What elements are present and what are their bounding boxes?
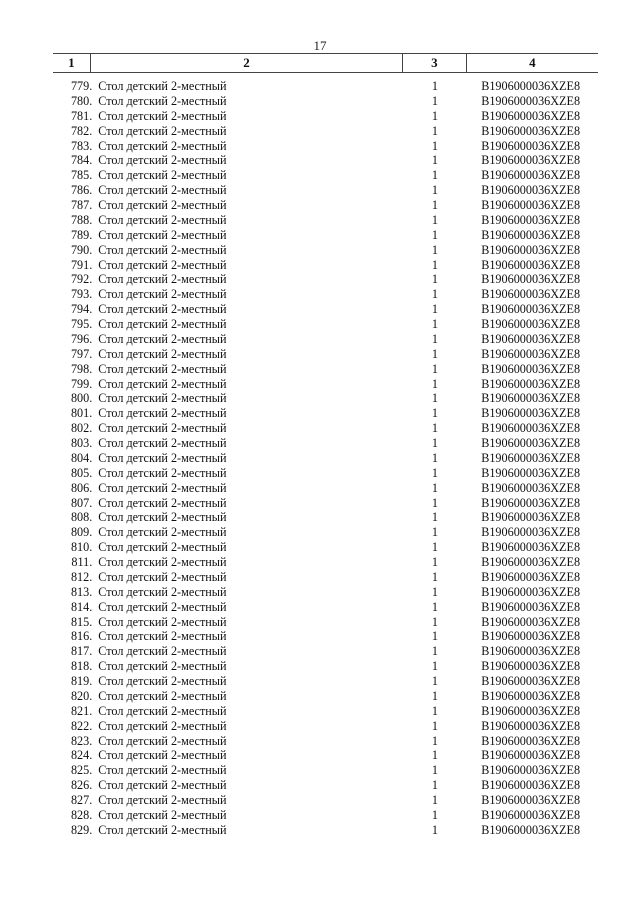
row-number: 794. xyxy=(70,302,93,317)
table-row xyxy=(53,406,598,421)
item-name: Стол детский 2-местный xyxy=(98,212,227,227)
item-name: Стол детский 2-местный xyxy=(98,138,227,153)
item-code: B1906000036XZE8 xyxy=(481,733,581,748)
table-row xyxy=(53,228,598,243)
table-row xyxy=(53,793,598,808)
item-quantity: 1 xyxy=(431,703,439,718)
item-quantity: 1 xyxy=(431,510,439,525)
item-code: B1906000036XZE8 xyxy=(481,465,581,480)
item-code: B1906000036XZE8 xyxy=(481,540,581,555)
row-number: 782. xyxy=(70,123,93,138)
table-row xyxy=(53,808,598,823)
table-row xyxy=(53,644,598,659)
row-number: 814. xyxy=(70,599,93,614)
row-number: 804. xyxy=(70,450,93,465)
item-name: Стол детский 2-местный xyxy=(98,346,227,361)
item-quantity: 1 xyxy=(431,599,439,614)
table-row xyxy=(53,183,598,198)
row-number: 810. xyxy=(70,540,93,555)
item-code: B1906000036XZE8 xyxy=(481,644,581,659)
item-name: Стол детский 2-местный xyxy=(98,272,227,287)
item-quantity: 1 xyxy=(431,807,439,822)
item-code: B1906000036XZE8 xyxy=(481,108,581,123)
row-number: 796. xyxy=(70,331,93,346)
item-quantity: 1 xyxy=(431,79,439,93)
item-quantity: 1 xyxy=(431,644,439,659)
item-code: B1906000036XZE8 xyxy=(481,763,581,778)
item-quantity: 1 xyxy=(431,450,439,465)
item-code: B1906000036XZE8 xyxy=(481,257,581,272)
page-number: 17 xyxy=(313,38,327,53)
item-name: Стол детский 2-местный xyxy=(98,480,227,495)
row-number: 790. xyxy=(70,242,93,257)
item-code: B1906000036XZE8 xyxy=(481,614,581,629)
table-row xyxy=(53,778,598,793)
table-row xyxy=(53,347,598,362)
column-header-1: 1 xyxy=(53,54,91,72)
row-number: 824. xyxy=(70,748,93,763)
item-quantity: 1 xyxy=(431,793,439,807)
table-row xyxy=(53,525,598,540)
item-quantity: 1 xyxy=(431,346,439,361)
item-name: Стол детский 2-местный xyxy=(98,569,227,584)
item-quantity: 1 xyxy=(431,361,439,376)
item-quantity: 1 xyxy=(431,421,439,436)
row-number: 783. xyxy=(70,138,93,153)
item-quantity: 1 xyxy=(431,584,439,599)
item-name: Стол детский 2-местный xyxy=(98,406,227,421)
item-code: B1906000036XZE8 xyxy=(481,376,581,391)
item-quantity: 1 xyxy=(431,555,439,569)
table-row xyxy=(53,466,598,481)
item-name: Стол детский 2-местный xyxy=(98,584,227,599)
table-row xyxy=(53,79,598,94)
table-row xyxy=(53,704,598,719)
row-number: 818. xyxy=(70,659,93,674)
row-number: 784. xyxy=(70,153,93,168)
item-quantity: 1 xyxy=(431,569,439,584)
table-row xyxy=(53,510,598,525)
item-code: B1906000036XZE8 xyxy=(481,227,581,242)
table-row xyxy=(53,436,598,451)
item-name: Стол детский 2-местный xyxy=(98,822,227,837)
table-row xyxy=(53,213,598,228)
table-row xyxy=(53,540,598,555)
item-quantity: 1 xyxy=(431,198,439,212)
item-code: B1906000036XZE8 xyxy=(481,79,581,93)
table-row xyxy=(53,168,598,183)
row-number: 807. xyxy=(70,495,93,510)
item-code: B1906000036XZE8 xyxy=(481,153,581,168)
row-number: 826. xyxy=(70,778,93,793)
item-code: B1906000036XZE8 xyxy=(481,674,581,688)
row-number: 779. xyxy=(70,79,93,93)
row-number: 825. xyxy=(70,763,93,778)
item-code: B1906000036XZE8 xyxy=(481,599,581,614)
table-body xyxy=(53,73,598,838)
item-code: B1906000036XZE8 xyxy=(481,778,581,793)
item-code: B1906000036XZE8 xyxy=(481,748,581,763)
table-row xyxy=(53,823,598,838)
row-number: 811. xyxy=(71,555,93,569)
row-number: 820. xyxy=(70,688,93,703)
item-quantity: 1 xyxy=(431,614,439,629)
item-code: B1906000036XZE8 xyxy=(481,406,581,421)
item-code: B1906000036XZE8 xyxy=(481,331,581,346)
item-code: B1906000036XZE8 xyxy=(481,555,581,569)
item-name: Стол детский 2-местный xyxy=(98,465,227,480)
item-name: Стол детский 2-местный xyxy=(98,540,227,555)
item-code: B1906000036XZE8 xyxy=(481,346,581,361)
row-number: 828. xyxy=(70,807,93,822)
row-number: 801. xyxy=(70,406,93,421)
item-code: B1906000036XZE8 xyxy=(481,212,581,227)
table-row xyxy=(53,317,598,332)
item-quantity: 1 xyxy=(431,778,439,793)
row-number: 786. xyxy=(70,183,93,198)
table-row xyxy=(53,109,598,124)
item-name: Стол детский 2-местный xyxy=(98,183,227,198)
row-number: 799. xyxy=(70,376,93,391)
item-quantity: 1 xyxy=(431,123,439,138)
row-number: 789. xyxy=(70,227,93,242)
item-quantity: 1 xyxy=(431,822,439,837)
item-code: B1906000036XZE8 xyxy=(481,436,581,450)
item-quantity: 1 xyxy=(431,108,439,123)
table-row xyxy=(53,451,598,466)
column-header-4: 4 xyxy=(529,55,536,70)
row-number: 795. xyxy=(70,317,93,331)
table-row xyxy=(53,272,598,287)
item-quantity: 1 xyxy=(431,748,439,763)
item-quantity: 1 xyxy=(431,138,439,153)
row-number: 785. xyxy=(70,168,93,183)
table-row xyxy=(53,674,598,689)
item-quantity: 1 xyxy=(431,525,439,540)
table-row xyxy=(53,124,598,139)
item-name: Стол детский 2-местный xyxy=(98,763,227,778)
item-quantity: 1 xyxy=(431,733,439,748)
item-code: B1906000036XZE8 xyxy=(481,421,581,436)
item-code: B1906000036XZE8 xyxy=(481,688,581,703)
item-quantity: 1 xyxy=(431,168,439,183)
item-code: B1906000036XZE8 xyxy=(481,123,581,138)
item-name: Стол детский 2-местный xyxy=(98,688,227,703)
item-name: Стол детский 2-местный xyxy=(98,317,227,331)
table-row xyxy=(53,689,598,704)
item-name: Стол детский 2-местный xyxy=(98,674,227,688)
row-number: 803. xyxy=(70,436,93,450)
item-code: B1906000036XZE8 xyxy=(481,242,581,257)
table-row xyxy=(53,153,598,168)
table-row xyxy=(53,585,598,600)
item-code: B1906000036XZE8 xyxy=(481,302,581,317)
item-code: B1906000036XZE8 xyxy=(481,317,581,331)
table-row xyxy=(53,555,598,570)
row-number: 780. xyxy=(70,93,93,108)
table-row xyxy=(53,332,598,347)
item-code: B1906000036XZE8 xyxy=(481,822,581,837)
row-number: 821. xyxy=(70,703,93,718)
table-row xyxy=(53,481,598,496)
table-row xyxy=(53,391,598,406)
row-number: 815. xyxy=(70,614,93,629)
inventory-table xyxy=(53,53,598,838)
item-name: Стол детский 2-местный xyxy=(98,555,227,569)
item-name: Стол детский 2-местный xyxy=(98,748,227,763)
row-number: 797. xyxy=(70,346,93,361)
item-name: Стол детский 2-местный xyxy=(98,793,227,807)
item-name: Стол детский 2-местный xyxy=(98,93,227,108)
item-quantity: 1 xyxy=(431,436,439,450)
table-row xyxy=(53,615,598,630)
item-code: B1906000036XZE8 xyxy=(481,569,581,584)
row-number: 781. xyxy=(70,108,93,123)
row-number: 788. xyxy=(70,212,93,227)
item-name: Стол детский 2-местный xyxy=(98,123,227,138)
column-header-3: 3 xyxy=(403,54,467,72)
item-name: Стол детский 2-местный xyxy=(98,733,227,748)
item-quantity: 1 xyxy=(431,659,439,674)
item-quantity: 1 xyxy=(431,718,439,733)
item-name: Стол детский 2-местный xyxy=(98,807,227,822)
item-name: Стол детский 2-местный xyxy=(98,153,227,168)
item-quantity: 1 xyxy=(431,153,439,168)
item-name: Стол детский 2-местный xyxy=(98,198,227,212)
item-quantity: 1 xyxy=(431,688,439,703)
item-name: Стол детский 2-местный xyxy=(98,525,227,540)
item-code: B1906000036XZE8 xyxy=(481,287,581,302)
row-number: 806. xyxy=(70,480,93,495)
item-quantity: 1 xyxy=(431,629,439,644)
item-code: B1906000036XZE8 xyxy=(481,93,581,108)
table-row xyxy=(53,94,598,109)
item-quantity: 1 xyxy=(431,674,439,688)
item-name: Стол детский 2-местный xyxy=(98,376,227,391)
table-row xyxy=(53,243,598,258)
item-name: Стол детский 2-местный xyxy=(98,629,227,644)
row-number: 792. xyxy=(70,272,93,287)
item-code: B1906000036XZE8 xyxy=(481,629,581,644)
item-name: Стол детский 2-местный xyxy=(98,108,227,123)
item-quantity: 1 xyxy=(431,242,439,257)
table-row xyxy=(53,748,598,763)
table-row xyxy=(53,198,598,213)
item-code: B1906000036XZE8 xyxy=(481,198,581,212)
row-number: 800. xyxy=(70,391,93,406)
row-number: 829. xyxy=(70,822,93,837)
item-name: Стол детский 2-местный xyxy=(98,450,227,465)
item-name: Стол детский 2-местный xyxy=(98,495,227,510)
row-number: 817. xyxy=(70,644,93,659)
item-name: Стол детский 2-местный xyxy=(98,599,227,614)
item-quantity: 1 xyxy=(431,302,439,317)
item-code: B1906000036XZE8 xyxy=(481,525,581,540)
item-quantity: 1 xyxy=(431,331,439,346)
row-number: 802. xyxy=(70,421,93,436)
table-row xyxy=(53,302,598,317)
item-quantity: 1 xyxy=(431,495,439,510)
item-quantity: 1 xyxy=(431,391,439,406)
item-quantity: 1 xyxy=(431,480,439,495)
item-quantity: 1 xyxy=(431,763,439,778)
row-number: 812. xyxy=(70,569,93,584)
table-row xyxy=(53,659,598,674)
table-row xyxy=(53,600,598,615)
item-name: Стол детский 2-местный xyxy=(98,391,227,406)
item-code: B1906000036XZE8 xyxy=(481,659,581,674)
row-number: 808. xyxy=(70,510,93,525)
table-row xyxy=(53,258,598,273)
row-number: 798. xyxy=(70,361,93,376)
item-code: B1906000036XZE8 xyxy=(481,450,581,465)
row-number: 787. xyxy=(70,198,93,212)
item-code: B1906000036XZE8 xyxy=(481,480,581,495)
item-quantity: 1 xyxy=(431,272,439,287)
item-code: B1906000036XZE8 xyxy=(481,584,581,599)
row-number: 822. xyxy=(70,718,93,733)
item-code: B1906000036XZE8 xyxy=(481,510,581,525)
item-name: Стол детский 2-местный xyxy=(98,718,227,733)
row-number: 791. xyxy=(70,257,93,272)
item-name: Стол детский 2-местный xyxy=(98,302,227,317)
item-quantity: 1 xyxy=(431,465,439,480)
item-name: Стол детский 2-местный xyxy=(98,331,227,346)
item-code: B1906000036XZE8 xyxy=(481,168,581,183)
item-name: Стол детский 2-местный xyxy=(98,242,227,257)
item-quantity: 1 xyxy=(431,540,439,555)
item-code: B1906000036XZE8 xyxy=(481,138,581,153)
table-row xyxy=(53,734,598,749)
row-number: 819. xyxy=(70,674,93,688)
item-quantity: 1 xyxy=(431,317,439,331)
row-number: 813. xyxy=(70,584,93,599)
item-quantity: 1 xyxy=(431,287,439,302)
table-row xyxy=(53,377,598,392)
item-name: Стол детский 2-местный xyxy=(98,659,227,674)
item-name: Стол детский 2-местный xyxy=(98,778,227,793)
item-quantity: 1 xyxy=(431,183,439,198)
item-code: B1906000036XZE8 xyxy=(481,361,581,376)
item-quantity: 1 xyxy=(431,257,439,272)
item-name: Стол детский 2-местный xyxy=(98,79,227,93)
table-row xyxy=(53,496,598,511)
item-code: B1906000036XZE8 xyxy=(481,807,581,822)
item-code: B1906000036XZE8 xyxy=(481,391,581,406)
item-quantity: 1 xyxy=(431,376,439,391)
column-header-2: 2 xyxy=(91,54,403,72)
item-name: Стол детский 2-местный xyxy=(98,227,227,242)
item-name: Стол детский 2-местный xyxy=(98,436,227,450)
item-name: Стол детский 2-местный xyxy=(98,644,227,659)
item-quantity: 1 xyxy=(431,93,439,108)
table-row xyxy=(53,287,598,302)
item-name: Стол детский 2-местный xyxy=(98,168,227,183)
item-name: Стол детский 2-местный xyxy=(98,421,227,436)
table-header xyxy=(53,53,598,73)
item-code: B1906000036XZE8 xyxy=(481,183,581,198)
item-name: Стол детский 2-местный xyxy=(98,510,227,525)
item-code: B1906000036XZE8 xyxy=(481,718,581,733)
item-name: Стол детский 2-местный xyxy=(98,361,227,376)
table-row xyxy=(53,763,598,778)
row-number: 827. xyxy=(70,793,93,807)
item-code: B1906000036XZE8 xyxy=(481,495,581,510)
row-number: 823. xyxy=(70,733,93,748)
item-name: Стол детский 2-местный xyxy=(98,614,227,629)
item-quantity: 1 xyxy=(431,212,439,227)
row-number: 816. xyxy=(70,629,93,644)
table-row xyxy=(53,139,598,154)
row-number: 809. xyxy=(70,525,93,540)
item-quantity: 1 xyxy=(431,406,439,421)
table-row xyxy=(53,362,598,377)
table-row xyxy=(53,719,598,734)
item-code: B1906000036XZE8 xyxy=(481,272,581,287)
table-row xyxy=(53,629,598,644)
item-quantity: 1 xyxy=(431,227,439,242)
row-number: 793. xyxy=(70,287,93,302)
table-row xyxy=(53,570,598,585)
item-name: Стол детский 2-местный xyxy=(98,287,227,302)
row-number: 805. xyxy=(70,465,93,480)
item-name: Стол детский 2-местный xyxy=(98,703,227,718)
table-row xyxy=(53,421,598,436)
item-code: B1906000036XZE8 xyxy=(481,793,581,807)
item-name: Стол детский 2-местный xyxy=(98,257,227,272)
item-code: B1906000036XZE8 xyxy=(481,703,581,718)
